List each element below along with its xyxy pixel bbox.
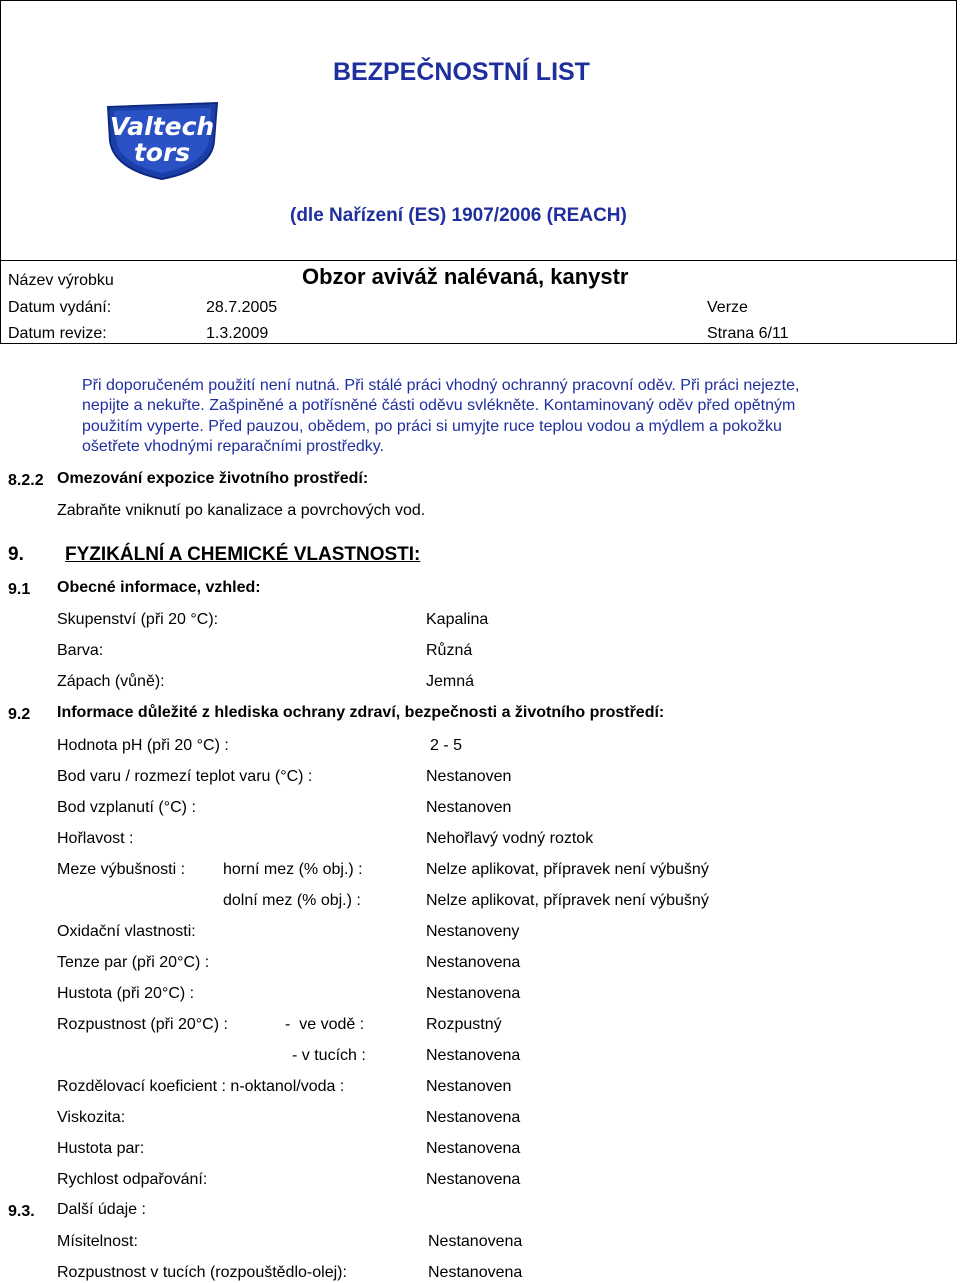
revision-date: 1.3.2009 [206, 325, 269, 342]
logo-text-tors: tors [133, 138, 191, 167]
property-value: Nestanovena [426, 985, 521, 1002]
property-label: Hořlavost : [57, 830, 134, 847]
property-value: Nestanoveny [426, 923, 520, 940]
section-9-1-number: 9.1 [8, 581, 31, 598]
property-value: Nestanovena [426, 1171, 521, 1188]
property-value: Nestanovena [426, 954, 521, 971]
property-label: Bod varu / rozmezí teplot varu (°C) : [57, 768, 313, 785]
product-label: Název výrobku [8, 272, 114, 289]
intro-line-4: ošetřete vhodnými reparačními prostředky. [82, 438, 385, 455]
property-value: Nelze aplikovat, přípravek není výbušný [426, 892, 709, 909]
property-value: Nestanovena [426, 1109, 521, 1126]
property-label: Oxidační vlastnosti: [57, 923, 196, 940]
appearance-value-color: Různá [426, 642, 473, 659]
appearance-label-state: Skupenství (při 20 °C): [57, 611, 219, 628]
issue-date: 28.7.2005 [206, 299, 278, 316]
property-label: Rozdělovací koeficient : n-oktanol/voda : [57, 1078, 345, 1095]
property-sublabel: - v tucích : [292, 1047, 366, 1064]
property-label: Hodnota pH (při 20 °C) : [57, 737, 229, 754]
section-9-2-heading: Informace důležité z hlediska ochrany zdraví, bezpečnosti a životního prostředí: [57, 704, 665, 721]
section-8-2-2-heading: Omezování expozice životního prostředí: [57, 470, 369, 487]
section-9-heading: FYZIKÁLNÍ A CHEMICKÉ VLASTNOSTI: [65, 544, 421, 565]
other-value-fat-solubility: Nestanovena [428, 1264, 523, 1281]
intro-line-2: nepijte a nekuřte. Zašpiněné a potřísněné části oděvu svlékněte. Kontaminovaný oděv před opětným [82, 397, 796, 414]
property-label: Bod vzplanutí (°C) : [57, 799, 196, 816]
property-label: Tenze par (při 20°C) : [57, 954, 210, 971]
version-label: Verze [707, 299, 748, 316]
section-9-1-heading: Obecné informace, vzhled: [57, 579, 261, 596]
property-label: Viskozita: [57, 1109, 126, 1126]
property-sublabel: dolní mez (% obj.) : [223, 892, 361, 909]
property-sublabel: horní mez (% obj.) : [223, 861, 363, 878]
property-value: Rozpustný [426, 1016, 502, 1033]
revision-label: Datum revize: [8, 325, 107, 342]
other-label-miscibility: Mísitelnost: [57, 1233, 138, 1250]
property-value: Nestanovena [426, 1140, 521, 1157]
property-value: Nestanovena [426, 1047, 521, 1064]
section-8-2-2-text: Zabraňte vniknutí po kanalizace a povrchových vod. [57, 502, 426, 519]
issue-label: Datum vydání: [8, 299, 112, 316]
appearance-value-odor: Jemná [426, 673, 475, 690]
section-8-2-2-number: 8.2.2 [8, 472, 44, 489]
property-label: Hustota (při 20°C) : [57, 985, 195, 1002]
appearance-label-odor: Zápach (vůně): [57, 673, 165, 690]
section-9-3-number: 9.3. [8, 1203, 35, 1220]
appearance-label-color: Barva: [57, 642, 104, 659]
property-label: Hustota par: [57, 1140, 145, 1157]
appearance-value-state: Kapalina [426, 611, 489, 628]
section-9-2-number: 9.2 [8, 706, 31, 723]
property-value: Nehořlavý vodný roztok [426, 830, 594, 847]
property-label: Rychlost odpařování: [57, 1171, 208, 1188]
property-label: Meze výbušnosti : [57, 861, 186, 878]
other-value-miscibility: Nestanovena [428, 1233, 523, 1250]
section-9-number: 9. [8, 544, 24, 565]
property-value: Nestanoven [426, 799, 512, 816]
intro-line-1: Při doporučeném použití není nutná. Při stálé práci vhodný ochranný pracovní oděv. Při práci nejezte, [82, 377, 800, 394]
property-label: Rozpustnost (při 20°C) : [57, 1016, 228, 1033]
property-value: Nelze aplikovat, přípravek není výbušný [426, 861, 709, 878]
other-label-fat-solubility: Rozpustnost v tucích (rozpouštědlo-olej): [57, 1264, 347, 1281]
regulation-subtitle: (dle Nařízení (ES) 1907/2006 (REACH) [290, 205, 627, 226]
section-9-3-heading: Další údaje : [57, 1201, 146, 1218]
property-value: Nestanoven [426, 768, 512, 785]
property-value: Nestanoven [426, 1078, 512, 1095]
header-divider [0, 260, 957, 261]
intro-line-3: použitím vyperte. Před pauzou, obědem, po práci si umyjte ruce teplou vodou a mýdlem a pokožku [82, 418, 782, 435]
page-number: Strana 6/11 [707, 325, 789, 342]
page-title: BEZPEČNOSTNÍ LIST [333, 58, 590, 86]
product-name: Obzor aviváž nalévaná, kanystr [302, 264, 629, 289]
logo-text-valtech: Valtech [109, 112, 215, 141]
valtech-logo [100, 93, 225, 183]
property-value: 2 - 5 [430, 737, 463, 754]
property-sublabel: - ve vodě : [285, 1016, 365, 1033]
